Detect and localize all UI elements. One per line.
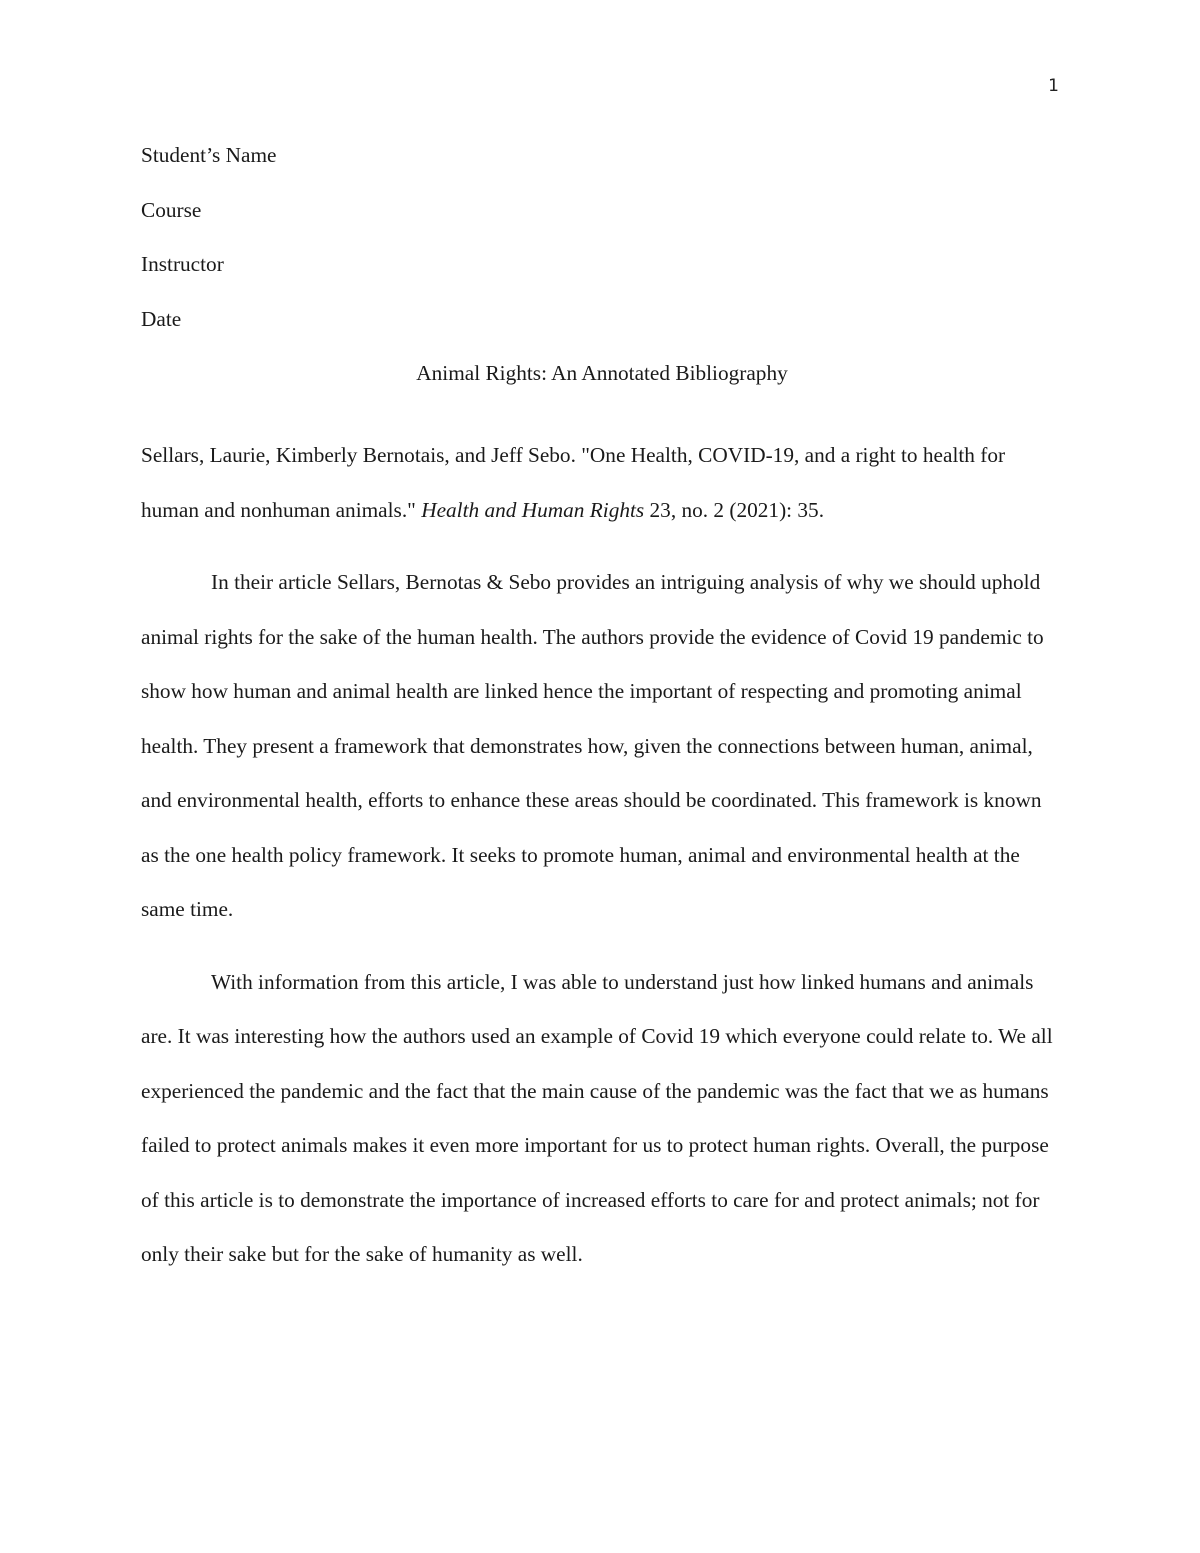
document-title: Animal Rights: An Annotated Bibliography [416, 361, 788, 385]
annotation-paragraph: With information from this article, I was able to understand just how linked humans and animals are. It was interesting how the authors used an example of Covid 19 which everyone could relate to. We all experienced the pandemic and the fact that the main cause of the pandemic was the fact that we as humans failed to protect animals makes it even more important for us to protect human rights. Overall, the purpose of this article is to demonstrate the importance of increased efforts to care for and protect animals; not for only their sake but for the sake of humanity as well. [141, 969, 1053, 1266]
citation-details: 23, no. 2 (2021): 35. [644, 497, 825, 522]
instructor-name: Instructor [141, 252, 224, 276]
date-line: Date [141, 306, 182, 331]
paragraph-spacer [141, 537, 1063, 555]
annotation-paragraph: In their article Sellars, Bernotas & Sebo provides an intriguing analysis of why we should uphold animal rights for the sake of the human health. The authors provide the evidence of Covid 19 pandemic to show how human and animal health are linked hence the important of respecting and promoting animal health. They present a framework that demonstrates how, given the connections between human, animal, and environmental health, efforts to enhance these areas should be coordinated. This framework is known as the one health policy framework. It seeks to promote human, animal and environmental health at the same time. [141, 570, 1044, 921]
paragraph-spacer [141, 937, 1063, 955]
document-body [141, 138, 1063, 1282]
citation-authors-title: Sellars, Laurie, Kimberly Bernotais, and Jeff Sebo. "One Health, COVID-19, and a right to health for human and nonhuman animals." [141, 443, 1006, 522]
student-name: Student’s Name [141, 143, 277, 167]
citation [141, 428, 1063, 537]
bibliography-entry [141, 428, 1063, 1282]
citation-journal: Health and Human Rights [421, 497, 645, 522]
page-number: 1 [1048, 76, 1059, 96]
course-name: Course [141, 197, 202, 222]
